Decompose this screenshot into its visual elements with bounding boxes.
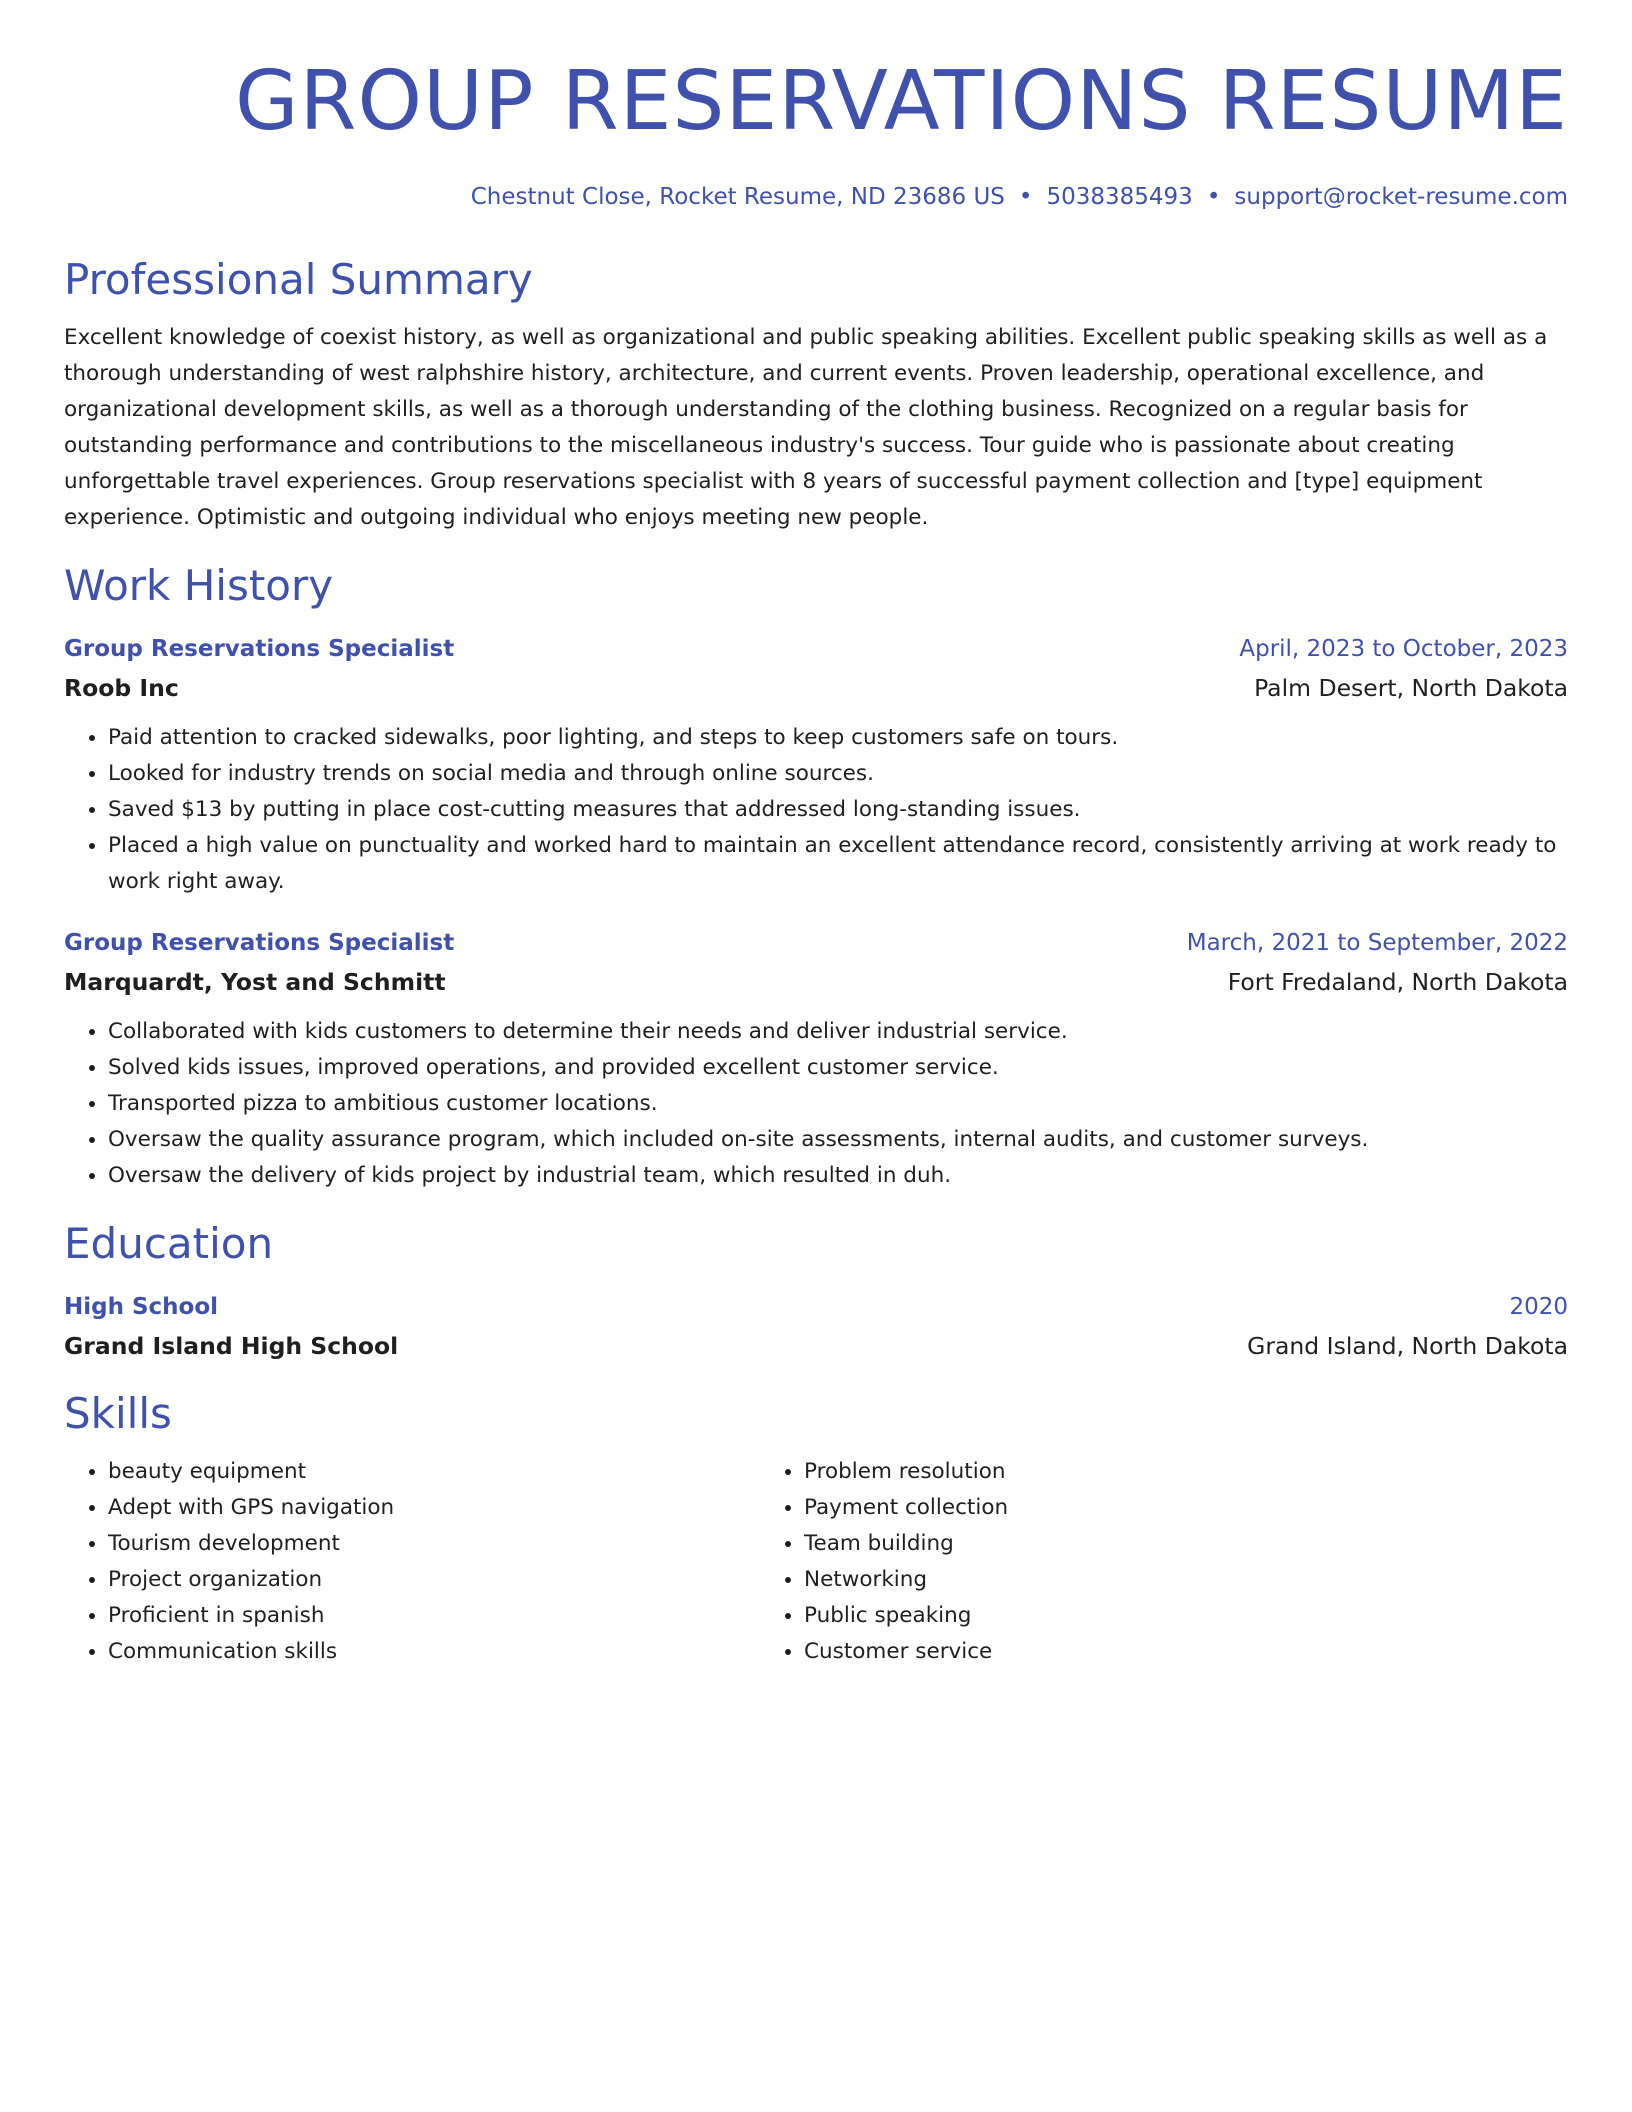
contact-separator: • (1206, 184, 1221, 210)
job-company: Marquardt, Yost and Schmitt (64, 968, 446, 996)
work-history-heading: Work History (64, 561, 334, 610)
skills-list (64, 1454, 1568, 1670)
summary-heading: Professional Summary (64, 255, 533, 304)
skill-item: • Team building (804, 1526, 1456, 1562)
job-bullet: • Transported pizza to ambitious customer locations. (108, 1086, 1568, 1122)
contact-email[interactable]: support@rocket-resume.com (1234, 184, 1568, 210)
summary-text: Excellent knowledge of coexist history, as well as organizational and public speaking abilities. Excellent public speaking skills as well as a thorough understanding of west ralphshire history, architecture, and current events. Proven leadership, operational excellence, and organizational development skills, as well as a thorough understanding of the clothing business. Recognized on a regular basis for outstanding performance and contributions to the miscellaneous industry's success. Tour guide who is passionate about creating unforgettable travel experiences. Group reservations specialist with 8 years of successful payment collection and [type] equipment experience. Optimistic and outgoing individual who enjoys meeting new people. (64, 325, 1548, 530)
skills-column-left (64, 1454, 760, 1670)
job-bullet: • Saved $13 by putting in place cost-cutting measures that addressed long-standing issues. (108, 792, 1568, 828)
skill-item: • Communication skills (108, 1634, 760, 1670)
job-bullet: • Oversaw the quality assurance program, which included on-site assessments, internal audits, and customer surveys. (108, 1122, 1568, 1158)
job-bullet: • Looked for industry trends on social media and through online sources. (108, 756, 1568, 792)
job-bullet: • Oversaw the delivery of kids project by industrial team, which resulted in duh. (108, 1158, 1568, 1194)
job-company: Roob Inc (64, 674, 179, 702)
job-bullet: • Placed a high value on punctuality and worked hard to maintain an excellent attendance record, consistently arriving at work ready to work right away. (108, 828, 1568, 900)
job-bullet: • Paid attention to cracked sidewalks, poor lighting, and steps to keep customers safe on tours. (108, 720, 1568, 756)
education-heading: Education (64, 1219, 274, 1268)
job-location: Fort Fredaland, North Dakota (1227, 968, 1568, 996)
education-school: Grand Island High School (64, 1332, 399, 1360)
resume-title: GROUP RESERVATIONS RESUME (235, 54, 1568, 149)
skills-column-right (760, 1454, 1456, 1670)
job-title: Group Reservations Specialist (64, 930, 455, 956)
job-bullet: • Solved kids issues, improved operations, and provided excellent customer service. (108, 1050, 1568, 1086)
job-bullet: • Collaborated with kids customers to determine their needs and deliver industrial service. (108, 1014, 1568, 1050)
education-year: 2020 (1509, 1294, 1568, 1320)
contact-separator: • (1018, 184, 1033, 210)
education-entry (64, 1290, 1568, 1364)
skill-item: • Tourism development (108, 1526, 760, 1562)
job-entry (64, 632, 1568, 900)
education-degree: High School (64, 1294, 219, 1320)
job-location: Palm Desert, North Dakota (1254, 674, 1568, 702)
skill-item: • Customer service (804, 1634, 1456, 1670)
contact-phone: 5038385493 (1046, 184, 1193, 210)
skill-item: • Project organization (108, 1562, 760, 1598)
job-bullets (64, 1014, 1568, 1194)
job-dates: March, 2021 to September, 2022 (1186, 930, 1568, 956)
skills-heading: Skills (64, 1389, 172, 1438)
job-bullets (64, 720, 1568, 900)
skill-item: • beauty equipment (108, 1454, 760, 1490)
job-entry (64, 926, 1568, 1194)
contact-line (64, 180, 1568, 214)
job-dates: April, 2023 to October, 2023 (1239, 636, 1568, 662)
skill-item: • Public speaking (804, 1598, 1456, 1634)
contact-address: Chestnut Close, Rocket Resume, ND 23686 US (470, 184, 1005, 210)
skill-item: • Adept with GPS navigation (108, 1490, 760, 1526)
education-location: Grand Island, North Dakota (1247, 1332, 1568, 1360)
job-title: Group Reservations Specialist (64, 636, 455, 662)
skill-item: • Proficient in spanish (108, 1598, 760, 1634)
skill-item: • Networking (804, 1562, 1456, 1598)
skill-item: • Problem resolution (804, 1454, 1456, 1490)
skill-item: • Payment collection (804, 1490, 1456, 1526)
